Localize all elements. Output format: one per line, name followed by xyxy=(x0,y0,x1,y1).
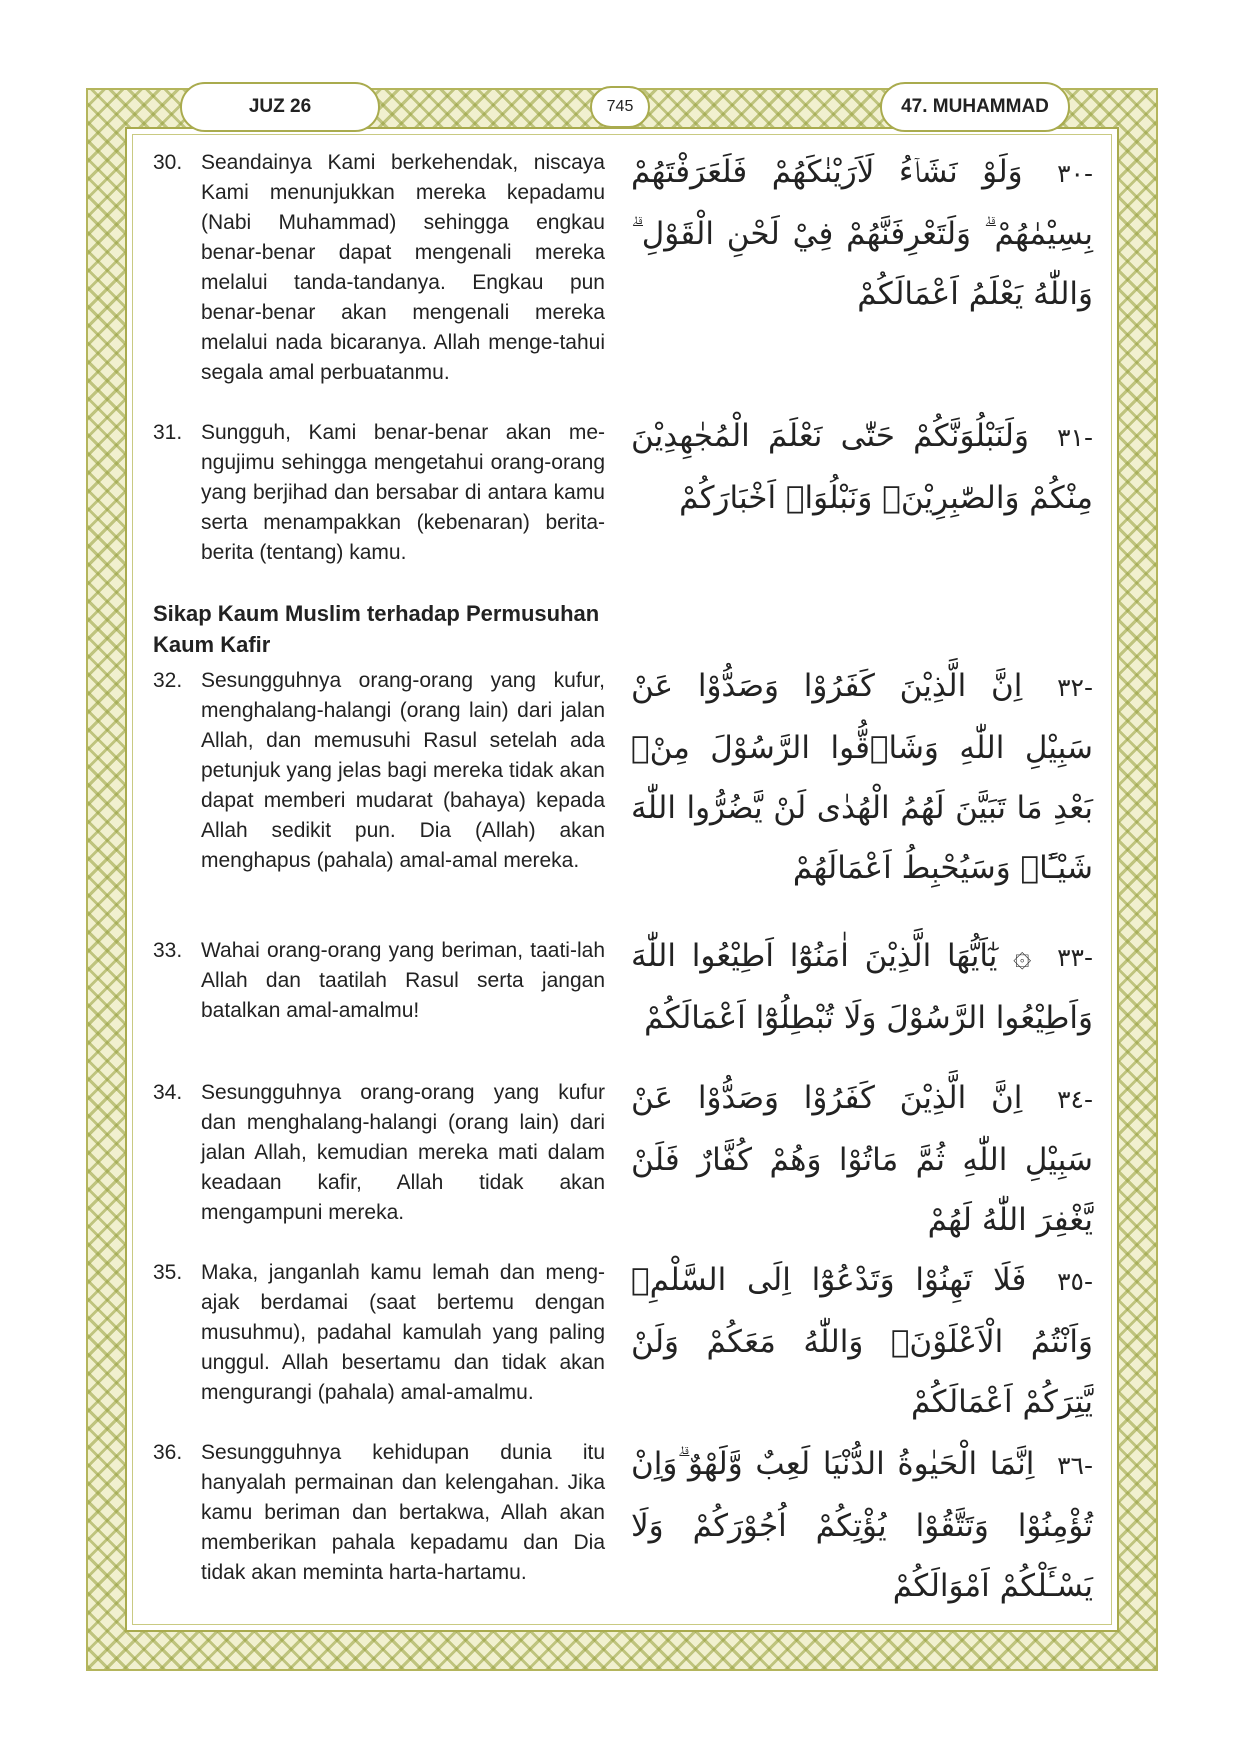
verse-number: 30. xyxy=(153,151,183,174)
translation-text: Seandainya Kami berkehendak, niscaya Kami menunjukkan mereka kepadamu (Nabi Muhammad) sehingga engkau benar-benar dapat mengenali mereka melalui tanda-tandanya. Engkau pun benar-benar akan mengenali mereka melalui nada bicaranya. Allah menge-tahui segala amal perbuatanmu. xyxy=(201,151,605,384)
arabic-verse-number: -٣٣ xyxy=(1057,943,1093,972)
arabic-verse-number: -٣١ xyxy=(1057,423,1093,452)
verse-number: 34. xyxy=(153,1081,183,1104)
verse-number: 31. xyxy=(153,421,183,444)
verse-36-arabic xyxy=(631,1434,1093,1616)
juz-label: JUZ 26 xyxy=(180,82,380,132)
section-heading: Sikap Kaum Muslim terhadap Permusuhan Kaum Kafir xyxy=(153,601,600,657)
verse-33-arabic xyxy=(631,926,1093,1048)
verse-34-arabic xyxy=(631,1068,1093,1250)
verse-35-arabic xyxy=(631,1250,1093,1432)
translation-text: Sungguh, Kami benar-benar akan me-ngujimu sehingga mengetahui orang-orang yang berjihad dan bersabar di antara kamu serta menampakkan (kebenaran) berita-berita (tentang) kamu. xyxy=(201,421,605,564)
arabic-text: وَلَنَبْلُوَنَّكُمْ حَتّٰى نَعْلَمَ الْمُجٰهِدِيْنَ مِنْكُمْ وَالصّٰبِرِيْنَۙ وَنَبْلُوَا۟ اَخْبَارَكُمْ xyxy=(631,418,1093,516)
translation-text: Sesungguhnya kehidupan dunia itu hanyalah permainan dan kelengahan. Jika kamu beriman dan bertakwa, Allah akan memberikan pahala kepadamu dan Dia tidak akan meminta harta-hartamu. xyxy=(201,1441,605,1584)
verse-30-arabic xyxy=(631,142,1093,324)
arabic-verse-number: -٣٥ xyxy=(1057,1267,1094,1296)
arabic-verse-number: -٣٤ xyxy=(1057,1085,1093,1114)
translation-text: Sesungguhnya orang-orang yang kufur, menghalang-halangi (orang lain) dari jalan Allah, dan memusuhi Rasul setelah ada petunjuk yang jelas bagi mereka tidak akan dapat memberi mudarat (bahaya) kepada Allah sedikit pun. Dia (Allah) akan menghapus (pahala) amal-amal mereka. xyxy=(201,669,605,872)
arabic-verse-number: -٣٢ xyxy=(1057,673,1093,702)
arabic-text: اِنَّمَا الْحَيٰوةُ الدُّنْيَا لَعِبٌ وَّلَهْوٌ ۗوَاِنْ تُؤْمِنُوْا وَتَتَّقُوْا يُؤْتِكُمْ اُجُوْرَكُمْ وَلَا يَسْـَٔلْكُمْ اَمْوَالَكُمْ xyxy=(631,1446,1093,1604)
verse-number: 32. xyxy=(153,669,183,692)
arabic-text: اِنَّ الَّذِيْنَ كَفَرُوْا وَصَدُّوْا عَنْ سَبِيْلِ اللّٰهِ ثُمَّ مَاتُوْا وَهُمْ كُفَّارٌ فَلَنْ يَّغْفِرَ اللّٰهُ لَهُمْ xyxy=(631,1080,1093,1238)
verse-number: 35. xyxy=(153,1261,183,1284)
arabic-text: ۞ يٰٓاَيُّهَا الَّذِيْنَ اٰمَنُوْٓا اَطِيْعُوا اللّٰهَ وَاَطِيْعُوا الرَّسُوْلَ وَلَا تُبْطِلُوْٓا اَعْمَالَكُمْ xyxy=(631,938,1093,1036)
arabic-text: اِنَّ الَّذِيْنَ كَفَرُوْا وَصَدُّوْا عَنْ سَبِيْلِ اللّٰهِ وَشَاۤقُّوا الرَّسُوْلَ مِنْۢ بَعْدِ مَا تَبَيَّنَ لَهُمُ الْهُدٰى لَنْ يَّضُرُّوا اللّٰهَ شَيْـًٔاۗ وَسَيُحْبِطُ اَعْمَالَهُمْ xyxy=(631,668,1093,886)
arabic-verse-number: -٣٦ xyxy=(1057,1451,1093,1480)
translation-text: Sesungguhnya orang-orang yang kufur dan menghalang-halangi (orang lain) dari jalan Allah, kemudian mereka mati dalam keadaan kafir, Allah tidak akan mengampuni mereka. xyxy=(201,1081,605,1224)
verse-number: 33. xyxy=(153,939,183,962)
verse-number: 36. xyxy=(153,1441,183,1464)
arabic-text: فَلَا تَهِنُوْا وَتَدْعُوْٓا اِلَى السَّلْمِۖ وَاَنْتُمُ الْاَعْلَوْنَۗ وَاللّٰهُ مَعَكُمْ وَلَنْ يَّتِرَكُمْ اَعْمَالَكُمْ xyxy=(631,1262,1093,1420)
surah-label: 47. MUHAMMAD xyxy=(880,82,1070,132)
page-number: 745 xyxy=(590,86,650,128)
verse-31-arabic xyxy=(631,406,1093,528)
verse-32-arabic xyxy=(631,656,1093,898)
arabic-text: وَلَوْ نَشَاۤءُ لَاَرَيْنٰكَهُمْ فَلَعَرَفْتَهُمْ بِسِيْمٰهُمْ ۗ وَلَتَعْرِفَنَّهُمْ فِيْ لَحْنِ الْقَوْلِ ۗ وَاللّٰهُ يَعْلَمُ اَعْمَالَكُمْ xyxy=(631,154,1093,312)
translation-text: Maka, janganlah kamu lemah dan meng-ajak berdamai (saat bertemu dengan musuhmu), padahal kamulah yang paling unggul. Allah besertamu dan tidak akan mengurangi (pahala) amal-amalmu. xyxy=(201,1261,605,1404)
translation-text: Wahai orang-orang yang beriman, taati-lah Allah dan taatilah Rasul serta jangan batalkan amal-amalmu! xyxy=(201,939,605,1022)
arabic-verse-number: -٣٠ xyxy=(1057,159,1093,188)
